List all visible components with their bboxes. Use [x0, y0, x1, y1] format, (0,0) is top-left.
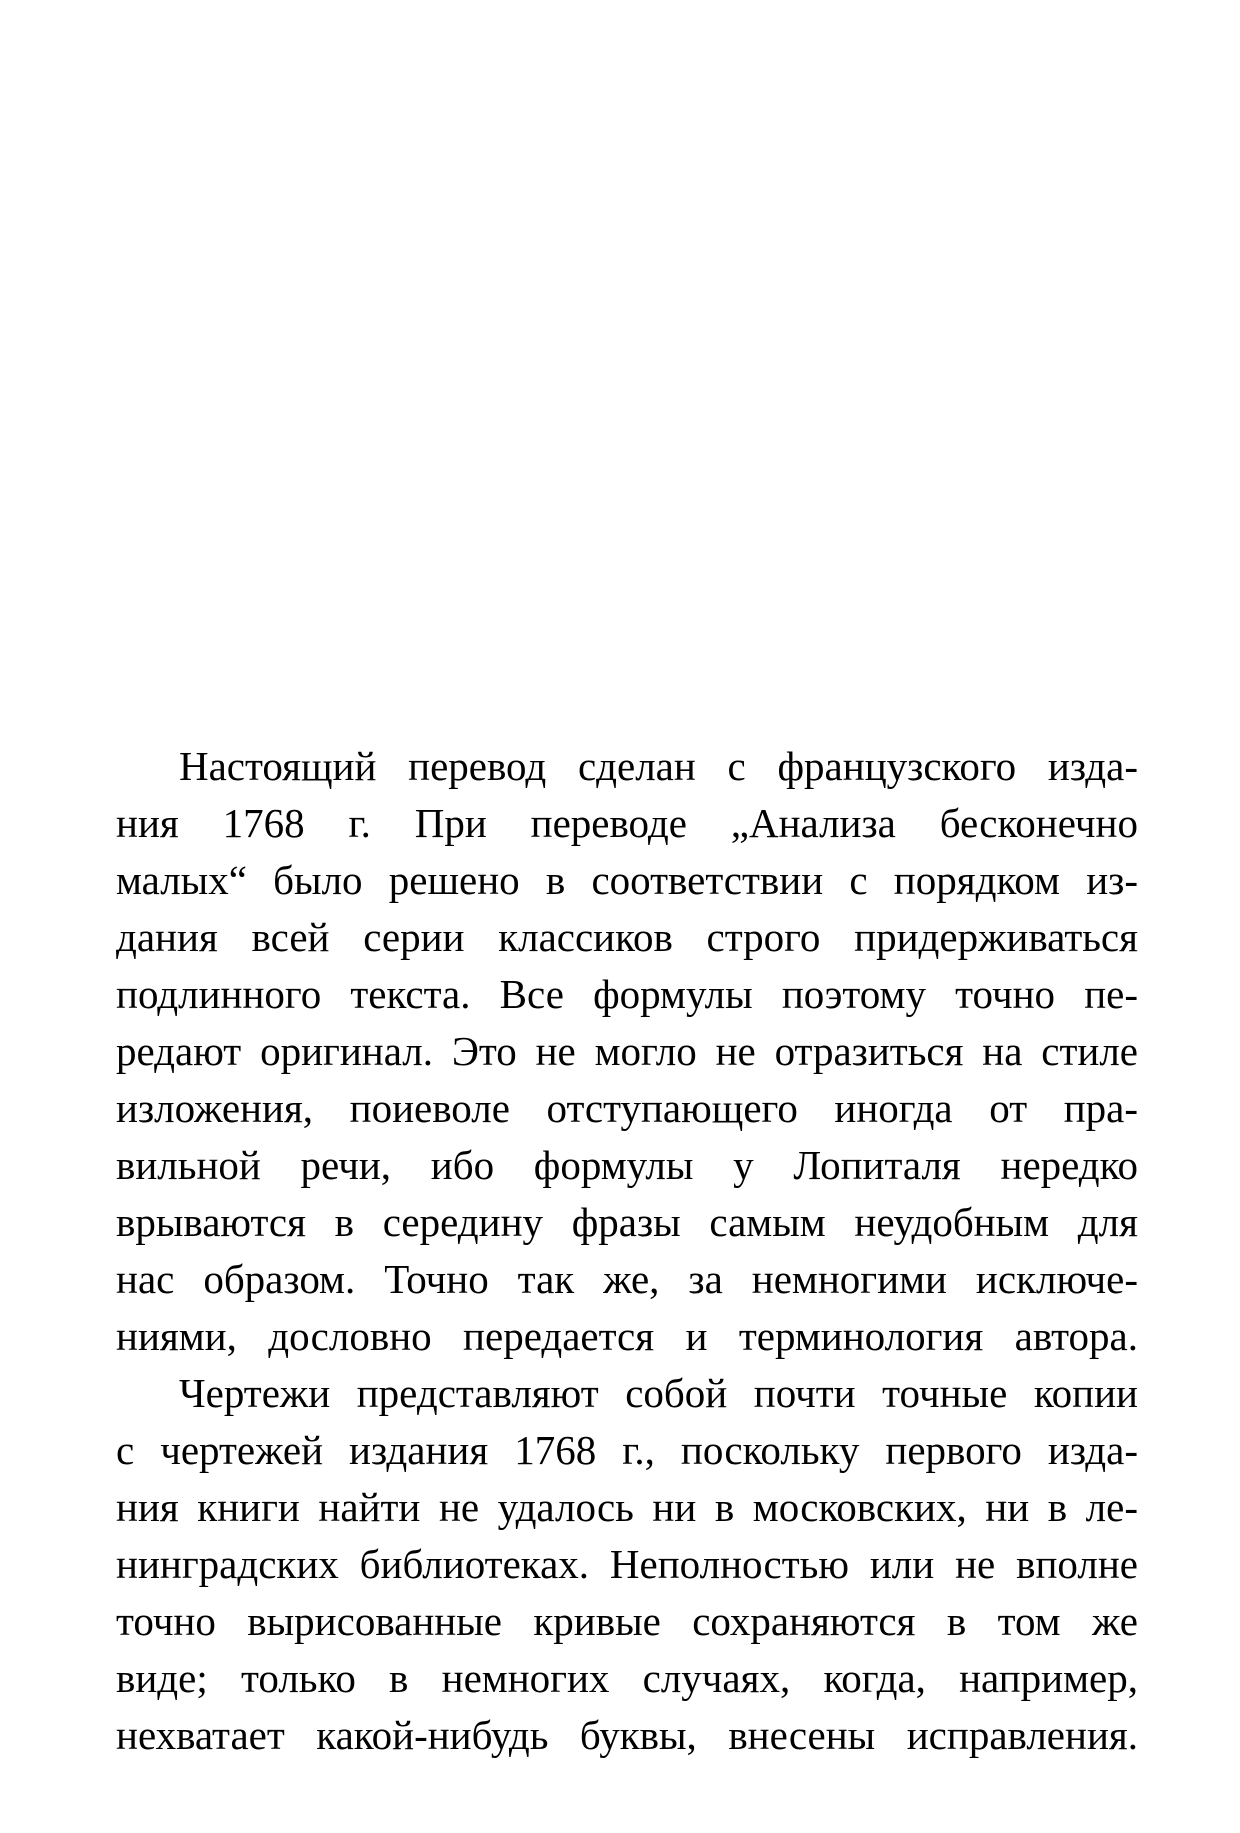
- text-line: дания всей серии классиков строго придерживаться: [116, 914, 1138, 960]
- text-line: Чертежи представляют собой почти точные копии: [179, 1370, 1138, 1416]
- text-line: нинградских библиотеках. Неполностью или не вполне: [116, 1541, 1138, 1587]
- text-line: нас образом. Точно так же, за немногими исключе-: [116, 1256, 1138, 1302]
- text-line: вильной речи, ибо формулы у Лопиталя нередко: [116, 1142, 1138, 1188]
- text-line: виде; только в немногих случаях, когда, например,: [116, 1655, 1138, 1701]
- text-line: изложения, поиеволе отступающего иногда от пра-: [116, 1085, 1138, 1131]
- paragraph-2: [116, 1365, 1138, 1764]
- text-line: точно вырисованные кривые сохраняются в том же: [116, 1598, 1138, 1644]
- text-line: ниями, дословно передается и терминология автора.: [116, 1313, 1138, 1359]
- text-line: нехватает какой-нибудь буквы, внесены исправления.: [116, 1712, 1138, 1758]
- text-line: ния 1768 г. При переводе „Анализа бесконечно: [116, 800, 1138, 846]
- text-line: редают оригинал. Это не могло не отразиться на стиле: [116, 1028, 1138, 1074]
- text-line: с чертежей издания 1768 г., поскольку первого изда-: [116, 1427, 1138, 1473]
- text-line: Настоящий перевод сделан с французского изда-: [179, 743, 1138, 789]
- text-line: малых“ было решено в соответствии с порядком из-: [116, 857, 1138, 903]
- text-line: ния книги найти не удалось ни в московских, ни в ле-: [116, 1484, 1138, 1530]
- text-block: [116, 738, 1138, 1764]
- text-line: врываются в середину фразы самым неудобным для: [116, 1199, 1138, 1245]
- text-line: подлинного текста. Все формулы поэтому точно пе-: [116, 971, 1138, 1017]
- paragraph-1: [116, 738, 1138, 1365]
